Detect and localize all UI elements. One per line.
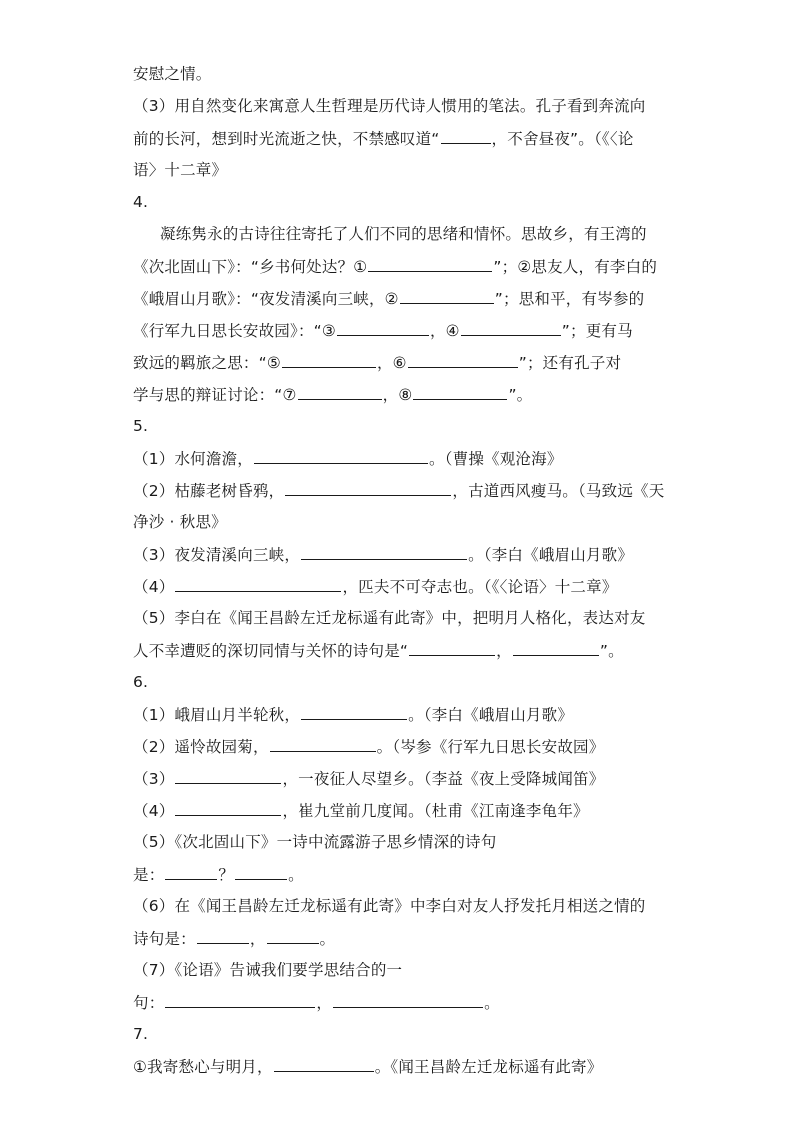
text-line: 凝练隽永的古诗往往寄托了人们不同的思绪和情怀。思故乡，有王湾的: [160, 225, 647, 243]
text-line: 《次北固山下》：“乡书何处达？① ”；②思友人，有李白的: [133, 258, 658, 276]
text-line: （2）枯藤老树昏鸦， ，古道西风瘦马。（马致远《天: [133, 482, 665, 500]
text-line: （3） ，一夜征人尽望乡。（李益《夜上受降城闻笛》: [133, 770, 605, 788]
text-line: 净沙 · 秋思》: [133, 513, 227, 531]
answer-blank[interactable]: [175, 576, 341, 592]
answer-blank[interactable]: [267, 928, 319, 944]
answer-blank[interactable]: [400, 288, 494, 304]
answer-blank[interactable]: [333, 992, 483, 1008]
answer-blank[interactable]: [175, 768, 281, 784]
answer-blank[interactable]: [301, 544, 467, 560]
answer-blank[interactable]: [254, 448, 428, 464]
text-line: 学与思的辩证讨论：“⑦ ，⑧ ”。: [133, 386, 533, 404]
question-number-6: 6.: [133, 673, 149, 691]
text-line: （4） ，崔九堂前几度闻。（杜甫《江南逢李龟年》: [133, 802, 589, 820]
text-line: （3）用自然变化来寓意人生哲理是历代诗人惯用的笔法。孔子看到奔流向: [133, 97, 646, 115]
answer-blank[interactable]: [337, 320, 429, 336]
answer-blank[interactable]: [175, 800, 281, 816]
text-line: （7）《论语》告诫我们要学思结合的一: [133, 961, 403, 979]
answer-blank[interactable]: [441, 128, 491, 144]
answer-blank[interactable]: [301, 704, 407, 720]
text-line: 《行军九日思长安故园》：“③ ，④ ”；更有马: [133, 322, 633, 340]
answer-blank[interactable]: [274, 1056, 374, 1072]
answer-blank[interactable]: [413, 384, 507, 400]
question-number-4: 4.: [133, 193, 149, 211]
answer-blank[interactable]: [298, 384, 382, 400]
text-line: 是： ？ 。: [133, 866, 304, 884]
answer-blank[interactable]: [165, 864, 217, 880]
answer-blank[interactable]: [285, 480, 451, 496]
text-line: （5）李白在《闻王昌龄左迁龙标遥有此寄》中，把明月人格化，表达对友: [133, 609, 646, 627]
text-line: 前的长河，想到时光流逝之快，不禁感叹道“ ，不舍昼夜”。（《〈论: [133, 130, 634, 148]
text-line: 《峨眉山月歌》：“夜发清溪向三峡，② ”；思和平，有岑参的: [133, 290, 645, 308]
text-line: （3）夜发清溪向三峡， 。（李白《峨眉山月歌》: [133, 546, 634, 564]
text-line: 句： ， 。: [133, 994, 500, 1012]
text-line: 人不幸遭贬的深切同情与关怀的诗句是“ ， ”。: [133, 642, 624, 660]
text-line: 语〉十二章》: [133, 161, 228, 179]
answer-blank[interactable]: [461, 320, 561, 336]
text-line: （5）《次北固山下》一诗中流露游子思乡情深的诗句: [133, 833, 497, 851]
answer-blank[interactable]: [197, 928, 249, 944]
answer-blank[interactable]: [165, 992, 315, 1008]
text-line: ①我寄愁心与明月， 。《闻王昌龄左迁龙标遥有此寄》: [133, 1058, 603, 1076]
text-line: 安慰之情。: [133, 65, 212, 83]
answer-blank[interactable]: [513, 640, 599, 656]
text-line: （1）峨眉山月半轮秋， 。（李白《峨眉山月歌》: [133, 706, 574, 724]
answer-blank[interactable]: [282, 352, 376, 368]
text-line: 诗句是： ， 。: [133, 930, 336, 948]
question-number-5: 5.: [133, 417, 149, 435]
text-line: （6）在《闻王昌龄左迁龙标遥有此寄》中李白对友人抒发托月相送之情的: [133, 897, 646, 915]
answer-blank[interactable]: [270, 736, 376, 752]
text-line: （2）遥怜故园菊， 。（岑参《行军九日思长安故园》: [133, 738, 605, 756]
answer-blank[interactable]: [409, 640, 495, 656]
text-line: （1）水何澹澹， 。（曹操《观沧海》: [133, 450, 563, 468]
question-number-7: 7.: [133, 1025, 149, 1043]
answer-blank[interactable]: [408, 352, 518, 368]
text-line: （4） ，匹夫不可夺志也。（《〈论语〉十二章》: [133, 578, 618, 596]
text-line: 致远的羁旅之思：“⑤ ，⑥ ”；还有孔子对: [133, 354, 622, 372]
answer-blank[interactable]: [368, 256, 492, 272]
answer-blank[interactable]: [235, 864, 287, 880]
